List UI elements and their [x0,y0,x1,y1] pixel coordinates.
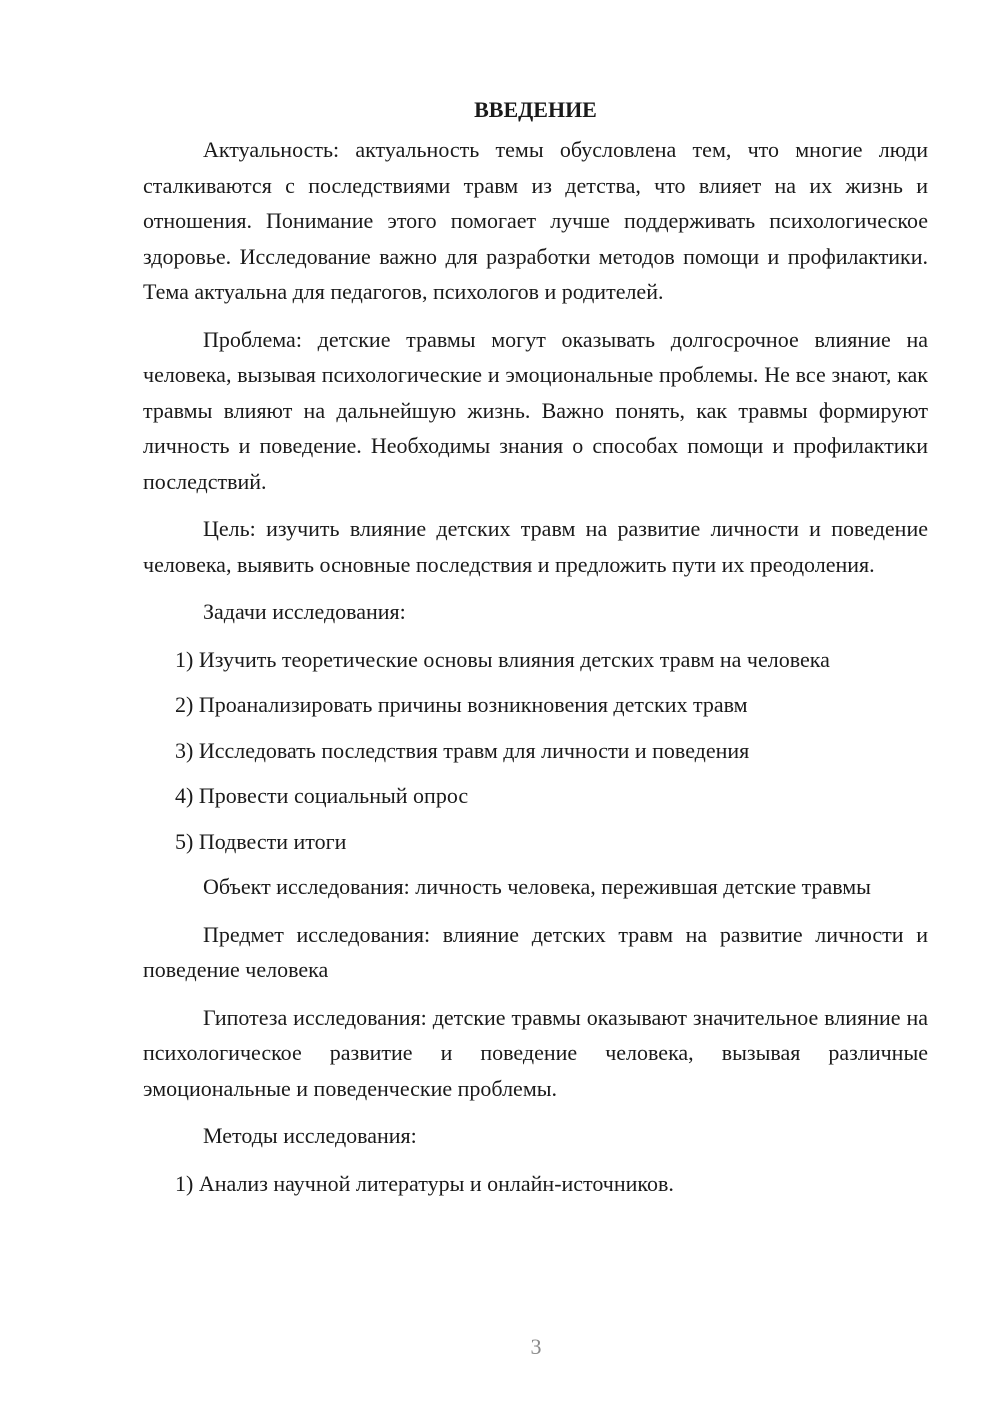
tasks-heading: Задачи исследования: [203,599,406,624]
page-title: ВВЕДЕНИЕ [474,97,597,122]
list-item: 5) Подвести итоги [175,828,347,854]
list-item: 4) Провести социальный опрос [175,783,469,808]
object-paragraph: Объект исследования: личность человека, пережившая детские травмы [203,874,871,899]
list-item: 3) Исследовать последствия травм для личности и поведения [175,737,750,763]
list-item: 1) Анализ научной литературы и онлайн-источников. [175,1170,674,1196]
list-item: 1) Изучить теоретические основы влияния детских травм на человека [175,646,830,672]
subject-paragraph: Предмет исследования: влияние детских травм на развитие личности и поведение человека [143,921,928,982]
goal-paragraph: Цель: изучить влияние детских травм на развитие личности и поведение человека, выявить основные последствия и предложить пути их преодоления. [143,516,928,577]
methods-list [143,1166,928,1202]
relevance-paragraph: Актуальность: актуальность темы обусловлена тем, что многие люди сталкиваются с последствиями травм из детства, что влияет на их жизнь и отношения. Понимание этого помогает лучше поддерживать психологическое здоровье. Исследование важно для разработки методов помощи и профилактики. Тема актуальна для педагогов, психологов и родителей. [143,137,928,304]
page-number: 3 [530,1334,542,1359]
problem-paragraph: Проблема: детские травмы могут оказывать долгосрочное влияние на человека, вызывая психологические и эмоциональные проблемы. Не все знают, как травмы влияют на дальнейшую жизнь. Важно понять, как травмы формируют личность и поведение. Необходимы знания о способах помощи и профилактики последствий. [143,326,928,494]
document-page [143,90,928,1211]
list-item: 2) Проанализировать причины возникновения детских травм [175,692,748,717]
methods-heading: Методы исследования: [203,1123,417,1148]
hypothesis-paragraph: Гипотеза исследования: детские травмы оказывают значительное влияние на психологическое развитие и поведение человека, вызывая различные эмоциональные и поведенческие проблемы. [143,1004,928,1101]
tasks-list [143,642,928,860]
